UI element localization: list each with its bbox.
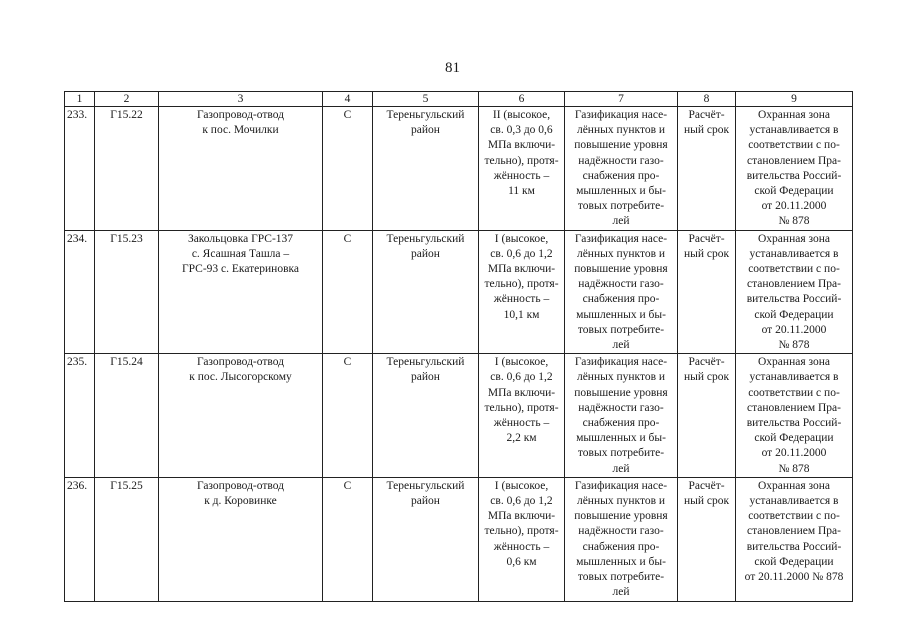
- object-code: Г15.25: [95, 477, 159, 601]
- object-zone: Охранная зона устанавливается в соответствии с по- становлением Пра- вительства Россий- ской Федерации от 20.11.2000 № 878: [736, 107, 853, 231]
- row-number: 235.: [65, 354, 95, 478]
- column-header: 5: [373, 92, 479, 107]
- column-header: 8: [678, 92, 736, 107]
- object-code: Г15.22: [95, 107, 159, 231]
- object-code: Г15.24: [95, 354, 159, 478]
- column-header: 6: [479, 92, 565, 107]
- object-name: Газопровод-отвод к пос. Мочилки: [159, 107, 323, 231]
- objects-table: [64, 91, 853, 602]
- table-row: [65, 230, 853, 354]
- object-purpose: Газификация насе- лённых пунктов и повышение уровня надёжности газо- снабжения про- мышленных и бы- товых потребите- лей: [565, 354, 678, 478]
- table-row: [65, 477, 853, 601]
- object-term: Расчёт- ный срок: [678, 230, 736, 354]
- column-header: 9: [736, 92, 853, 107]
- column-header: 2: [95, 92, 159, 107]
- page-number: 81: [445, 60, 460, 76]
- row-number: 234.: [65, 230, 95, 354]
- object-zone: Охранная зона устанавливается в соответствии с по- становлением Пра- вительства Россий- ской Федерации от 20.11.2000 № 878: [736, 477, 853, 601]
- object-district: Тереньгульский район: [373, 354, 479, 478]
- object-specs: II (высокое, св. 0,3 до 0,6 МПа включи- тельно), протя- жённость – 11 км: [479, 107, 565, 231]
- table-row: [65, 107, 853, 231]
- object-purpose: Газификация насе- лённых пунктов и повышение уровня надёжности газо- снабжения про- мышленных и бы- товых потребите- лей: [565, 230, 678, 354]
- column-header: 4: [323, 92, 373, 107]
- object-term: Расчёт- ный срок: [678, 354, 736, 478]
- row-number: 236.: [65, 477, 95, 601]
- column-header: 7: [565, 92, 678, 107]
- object-name: Газопровод-отвод к д. Коровинке: [159, 477, 323, 601]
- object-district: Тереньгульский район: [373, 230, 479, 354]
- object-category: С: [323, 354, 373, 478]
- object-name: Закольцовка ГРС-137 с. Ясашная Ташла – ГРС-93 с. Екатериновка: [159, 230, 323, 354]
- object-category: С: [323, 230, 373, 354]
- column-number-row: [65, 92, 853, 107]
- column-header: 3: [159, 92, 323, 107]
- object-code: Г15.23: [95, 230, 159, 354]
- row-number: 233.: [65, 107, 95, 231]
- object-specs: I (высокое, св. 0,6 до 1,2 МПа включи- тельно), протя- жённость – 10,1 км: [479, 230, 565, 354]
- object-district: Тереньгульский район: [373, 477, 479, 601]
- object-purpose: Газификация насе- лённых пунктов и повышение уровня надёжности газо- снабжения про- мышленных и бы- товых потребите- лей: [565, 107, 678, 231]
- column-header: 1: [65, 92, 95, 107]
- object-purpose: Газификация насе- лённых пунктов и повышение уровня надёжности газо- снабжения про- мышленных и бы- товых потребите- лей: [565, 477, 678, 601]
- object-specs: I (высокое, св. 0,6 до 1,2 МПа включи- тельно), протя- жённость – 2,2 км: [479, 354, 565, 478]
- object-zone: Охранная зона устанавливается в соответствии с по- становлением Пра- вительства Россий- ской Федерации от 20.11.2000 № 878: [736, 230, 853, 354]
- object-district: Тереньгульский район: [373, 107, 479, 231]
- object-term: Расчёт- ный срок: [678, 477, 736, 601]
- object-name: Газопровод-отвод к пос. Лысогорскому: [159, 354, 323, 478]
- table-row: [65, 354, 853, 478]
- object-specs: I (высокое, св. 0,6 до 1,2 МПа включи- тельно), протя- жённость – 0,6 км: [479, 477, 565, 601]
- object-category: С: [323, 477, 373, 601]
- object-zone: Охранная зона устанавливается в соответствии с по- становлением Пра- вительства Россий- ской Федерации от 20.11.2000 № 878: [736, 354, 853, 478]
- object-category: С: [323, 107, 373, 231]
- object-term: Расчёт- ный срок: [678, 107, 736, 231]
